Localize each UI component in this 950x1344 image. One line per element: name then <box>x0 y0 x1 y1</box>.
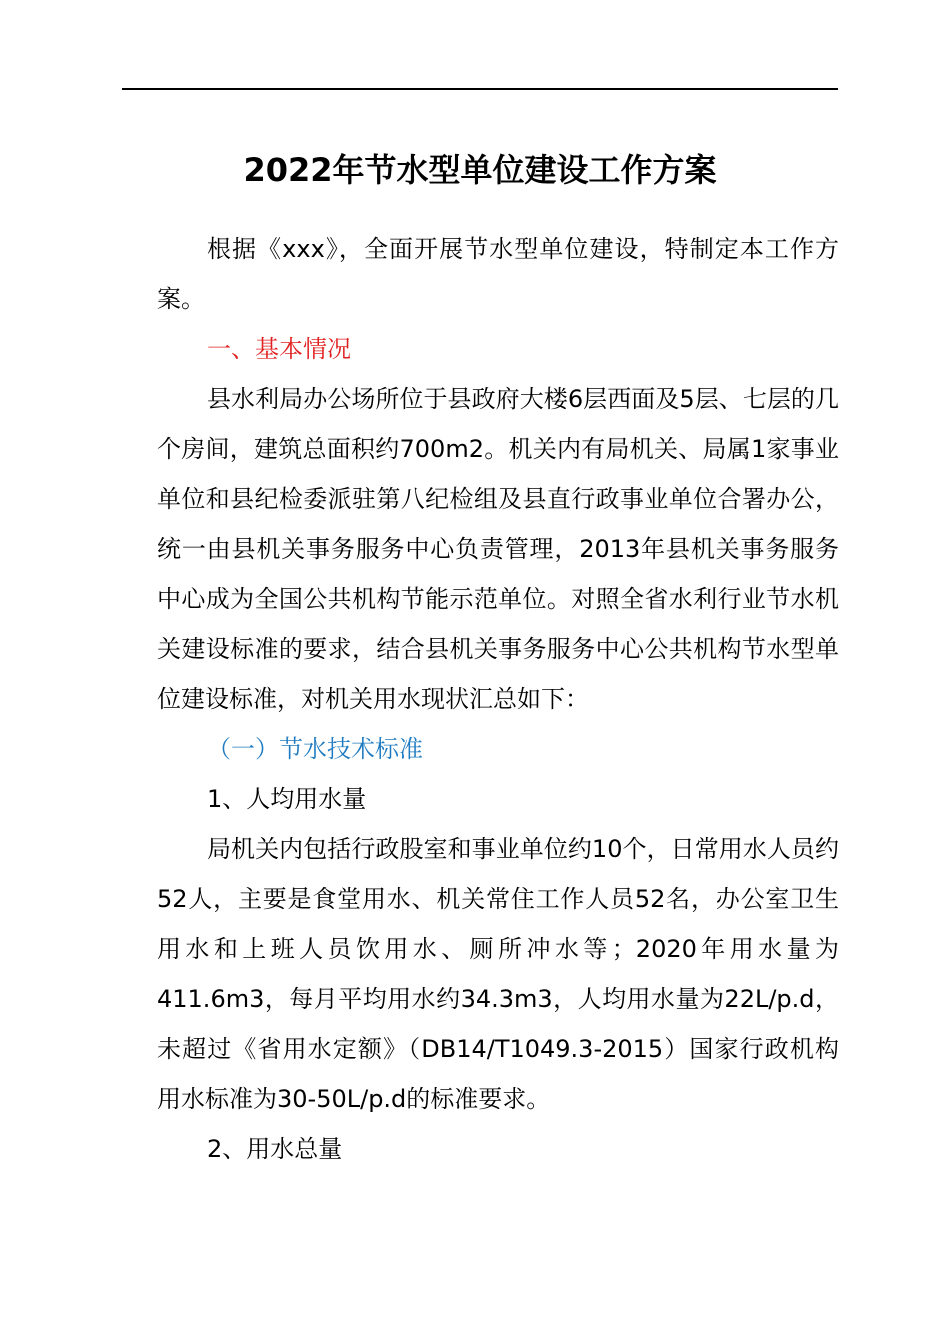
intro-paragraph: 根据《xxx》，全面开展节水型单位建设，特制定本工作方案。 <box>157 235 839 313</box>
subsection-heading-standards: （一）节水技术标准 <box>207 735 423 763</box>
per-capita-water-paragraph: 局机关内包括行政股室和事业单位约10个，日常用水人员约52人，主要是食堂用水、机关常住工作人员52名，办公室卫生用水和上班人员饮用水、厕所冲水等；2020年用水量为411.6m3，每月平均用水约34.3m3，人均用水量为22L/p.d，未超过《省用水定额》（DB14/T1049.3-2015）国家行政机构用水标准为30-50L/p.d的标准要求。 <box>157 835 839 1113</box>
section-heading-basic-info: 一、基本情况 <box>207 335 351 363</box>
item-heading-total-water: 2、用水总量 <box>207 1135 343 1163</box>
basic-info-paragraph: 县水利局办公场所位于县政府大楼6层西面及5层、七层的几个房间，建筑总面积约700m2。机关内有局机关、局属1家事业单位和县纪检委派驻第八纪检组及县直行政事业单位合署办公，统一由县机关事务服务中心负责管理，2013年县机关事务服务中心成为全国公共机构节能示范单位。对照全省水利行业节水机关建设标准的要求，结合县机关事务服务中心公共机构节水型单位建设标准，对机关用水现状汇总如下： <box>157 385 839 713</box>
header-rule <box>122 88 838 90</box>
page-title: 2022年节水型单位建设工作方案 <box>243 151 717 189</box>
document-body <box>157 224 839 1174</box>
item-heading-per-capita-water: 1、人均用水量 <box>207 785 367 813</box>
